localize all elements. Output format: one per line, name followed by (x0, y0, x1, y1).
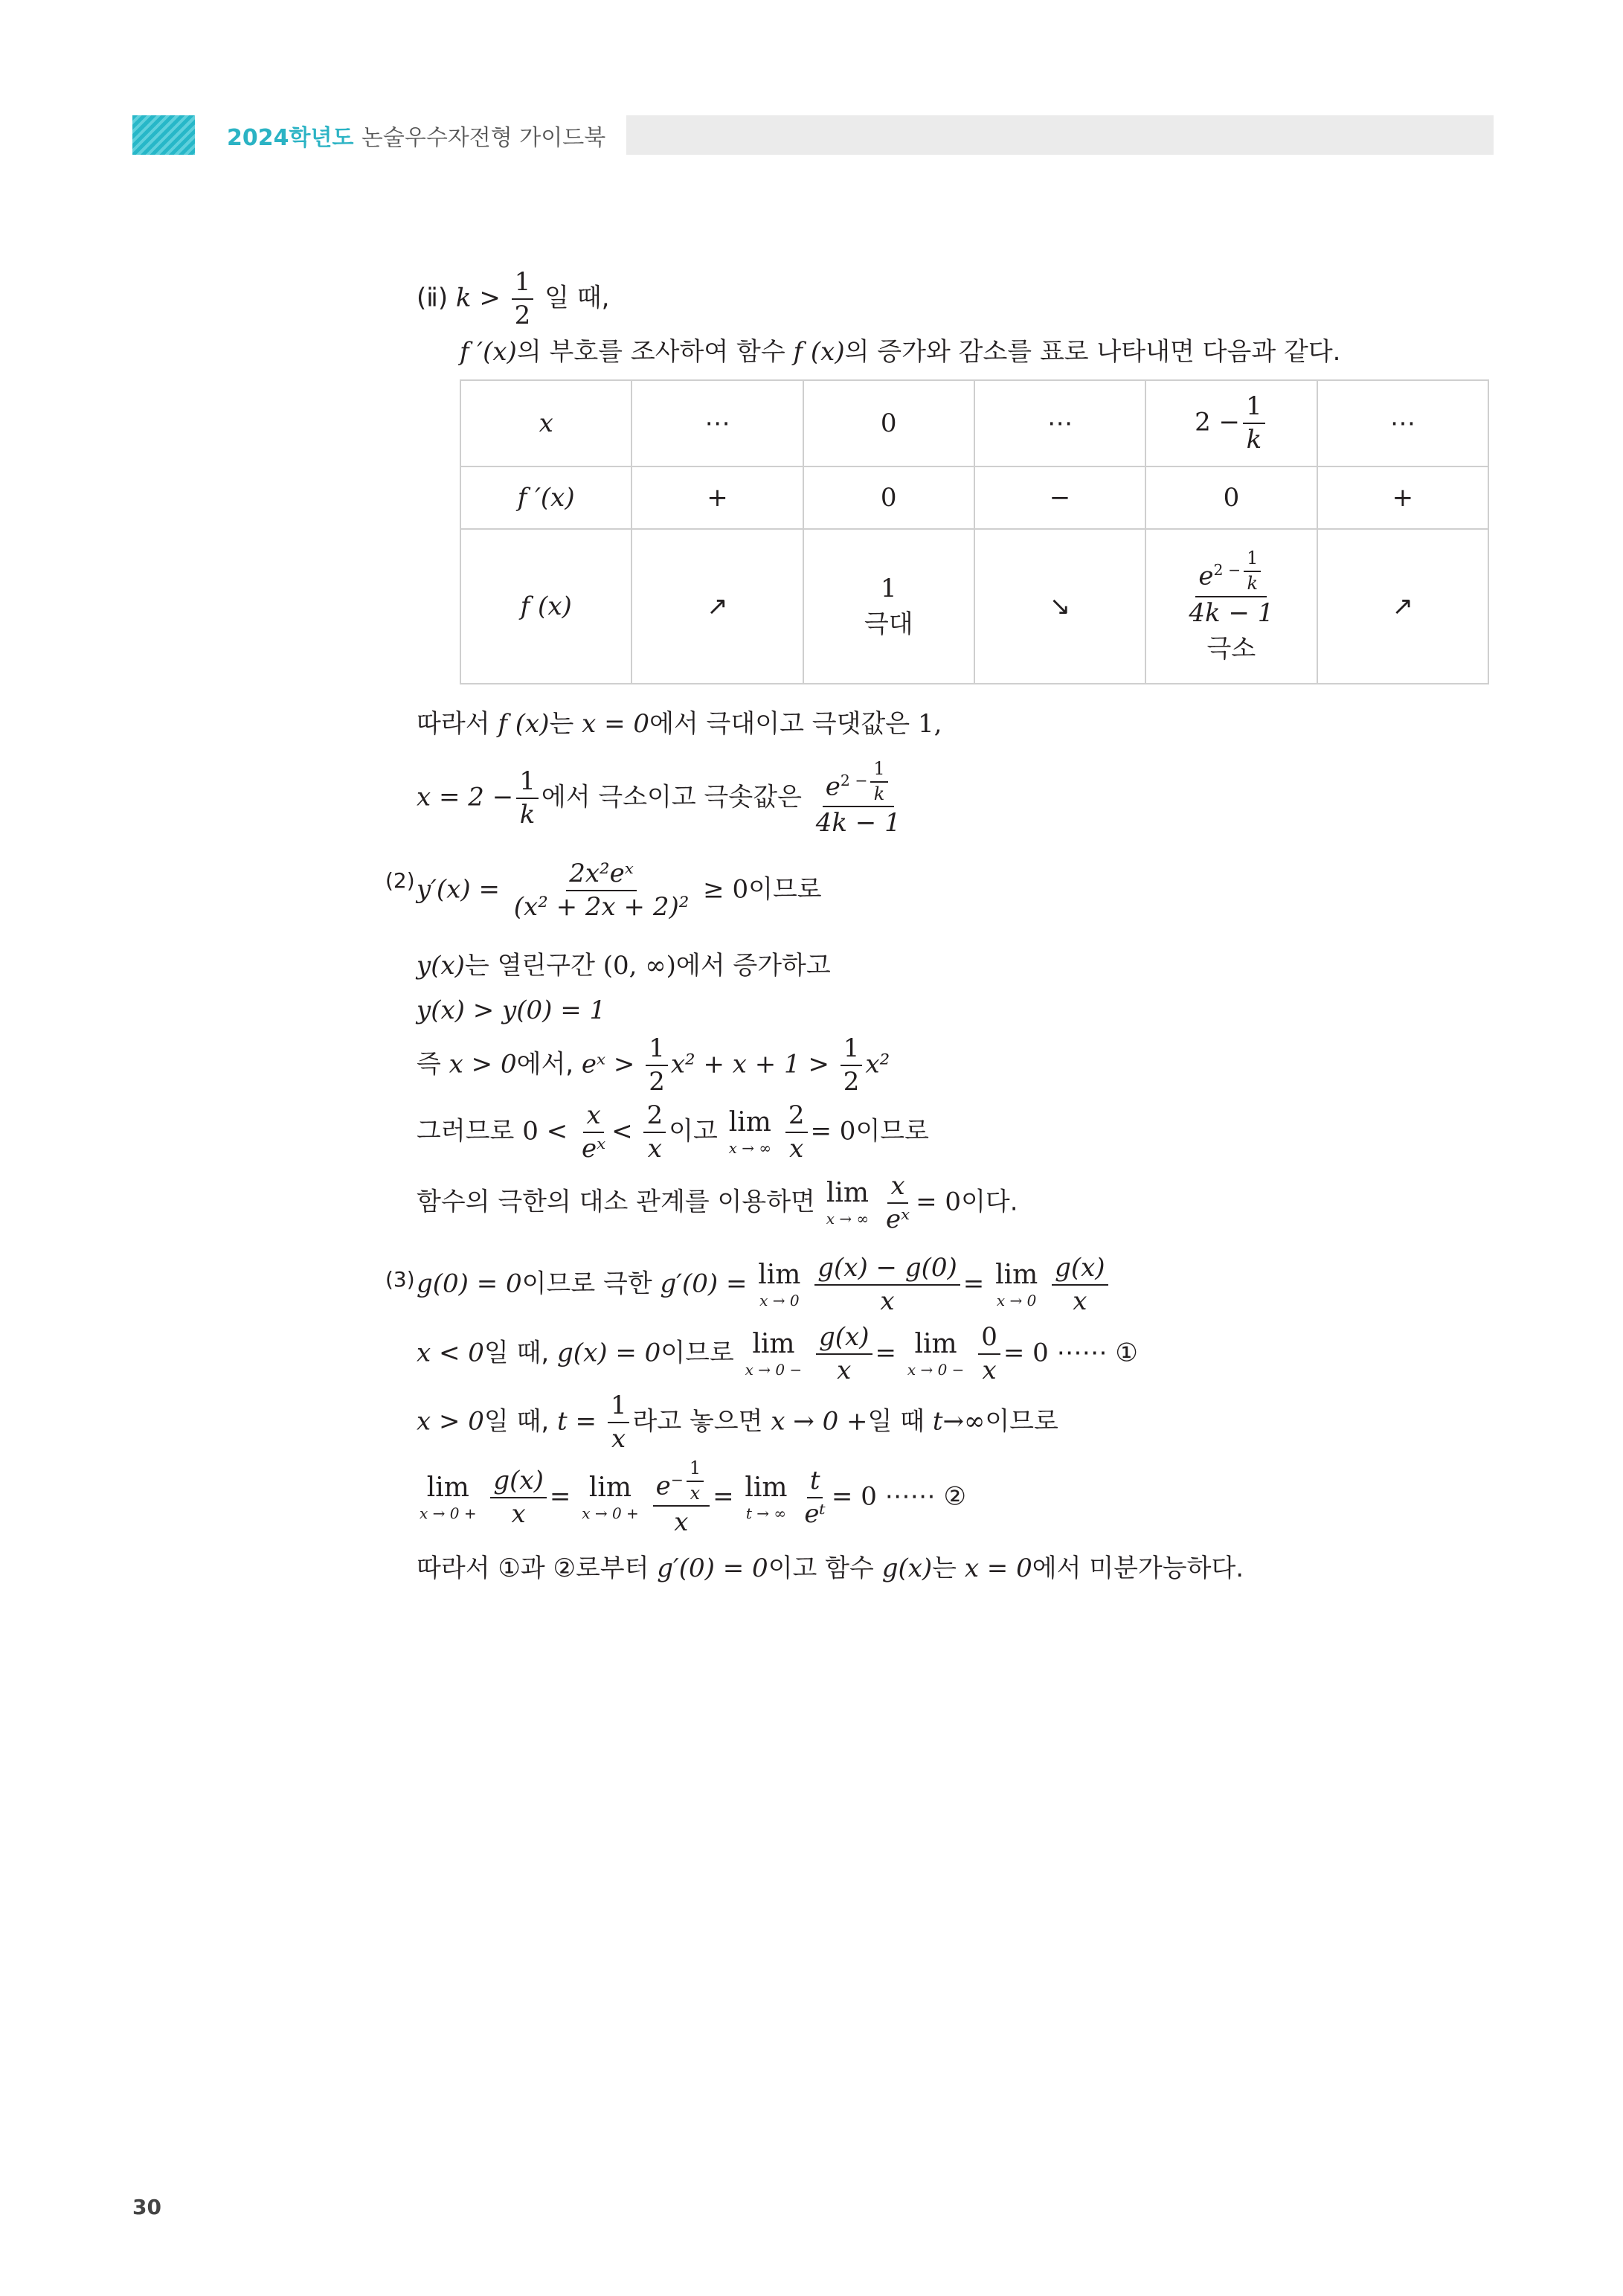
table-cell: ⋯ (974, 380, 1145, 466)
header-subtitle: 논술우수자전형 가이드북 (361, 125, 606, 151)
result-line-1: 따라서 f (x)는 x = 0에서 극대이고 극댓값은 1, (417, 709, 942, 739)
table-cell: 0 (803, 380, 974, 466)
header-year: 2024학년도 (227, 125, 354, 151)
increasing-arrow: ↗ (631, 529, 803, 684)
table-cell: − (974, 466, 1145, 529)
result-line-2: x = 2 − $\frac{1}{k}$ 에서 극소이고 극솟값은 $e^{2 - \frac{1}{k}}$ 4k − 1 (417, 758, 901, 838)
table-cell: ⋯ (1317, 380, 1488, 466)
case-ii-condition: k > (455, 283, 501, 313)
part3-line-5: 따라서 ①과 ②로부터 g′(0) = 0이고 함수 g(x)는 x = 0에서 미분가능하다. (417, 1553, 1244, 1583)
table-cell: 0 (803, 466, 974, 529)
part3-line-2: x < 0일 때, g(x) = 0이므로 lim x → 0 − $\frac{g(x)}{x}$ = lim x → 0 − $\frac{0}{x}$ = 0 ⋯⋯ ① (417, 1322, 1138, 1386)
part3-label: (3) (385, 1267, 415, 1292)
part2-label: (2) (385, 868, 415, 893)
part2-line-3: y(x) > y(0) = 1 (417, 995, 606, 1025)
header-title (227, 119, 605, 152)
part2-line-5: 그러므로 0 < $\frac{x}{\text{eˣ}}$ < $\frac{2}{x}$ 이고 lim x → ∞ $\frac{2}{x}$ = 0이므로 (417, 1100, 929, 1164)
part2-line-6: 함수의 극한의 대소 관계를 이용하면 lim x → ∞ $\frac{x}{\text{eˣ}}$ = 0이다. (417, 1171, 1018, 1235)
table-cell: + (631, 466, 803, 529)
table-cell: ⋯ (631, 380, 803, 466)
table-cell: $e^{2 - \frac{1}{k}}$ 4k − 1 극소 (1145, 529, 1317, 684)
table-cell: f ′(x) (460, 466, 631, 529)
table-cell: f (x) (460, 529, 631, 684)
case-ii-label: (ⅱ) (417, 283, 449, 313)
page-number: 30 (132, 2195, 161, 2219)
decreasing-arrow: ↘ (974, 529, 1145, 684)
header-bar (626, 115, 1494, 155)
increasing-arrow: ↗ (1317, 529, 1488, 684)
sign-table (460, 379, 1489, 684)
table-cell: 2 − $\frac{1}{k}$ (1145, 380, 1317, 466)
table-cell: 0 (1145, 466, 1317, 529)
part2-line-4: 즉 x > 0에서, eˣ > $\frac{1}{2}$ x² + x + 1 > $\frac{1}{2}$ x² (417, 1033, 890, 1097)
part2-line-2: y(x)는 열린구간 (0, ∞)에서 증가하고 (417, 951, 831, 981)
case-ii-heading: (ⅱ) k > $\frac{1}{2}$ 일 때, (417, 267, 610, 331)
part3-line-3: x > 0일 때, t = $\frac{1}{x}$ 라고 놓으면 x → 0 +일 때 t→∞이므로 (417, 1391, 1058, 1455)
table-cell: + (1317, 466, 1488, 529)
fraction: $\frac{1}{2}$ (512, 268, 534, 330)
part3-line-4: lim x → 0 + $\frac{g(x)}{x}$ = lim x → 0 + $e^{- \frac{1}{x}}$ x = lim t → ∞ $\frac{t}{\text{eᵗ}}$ = 0 ⋯⋯ ② (420, 1458, 966, 1538)
table-cell: x (460, 380, 631, 466)
header-decoration (132, 115, 195, 155)
part2-line-1: (2) y′(x) = $\frac{\text{2x²eˣ}}{\text{(x² + 2x + 2)²}}$ ≥ 0이므로 (385, 859, 822, 923)
intro-sentence: f ′(x)의 부호를 조사하여 함수 f (x)의 증가와 감소를 표로 나타내면 다음과 같다. (460, 337, 1341, 367)
table-cell: 1 극대 (803, 529, 974, 684)
part3-line-1: (3) g(0) = 0이므로 극한 g′(0) = lim x → 0 $\frac{g(x) - g(0)}{x}$ = lim x → 0 $\frac{g(x)}{x}$ (417, 1254, 1111, 1316)
